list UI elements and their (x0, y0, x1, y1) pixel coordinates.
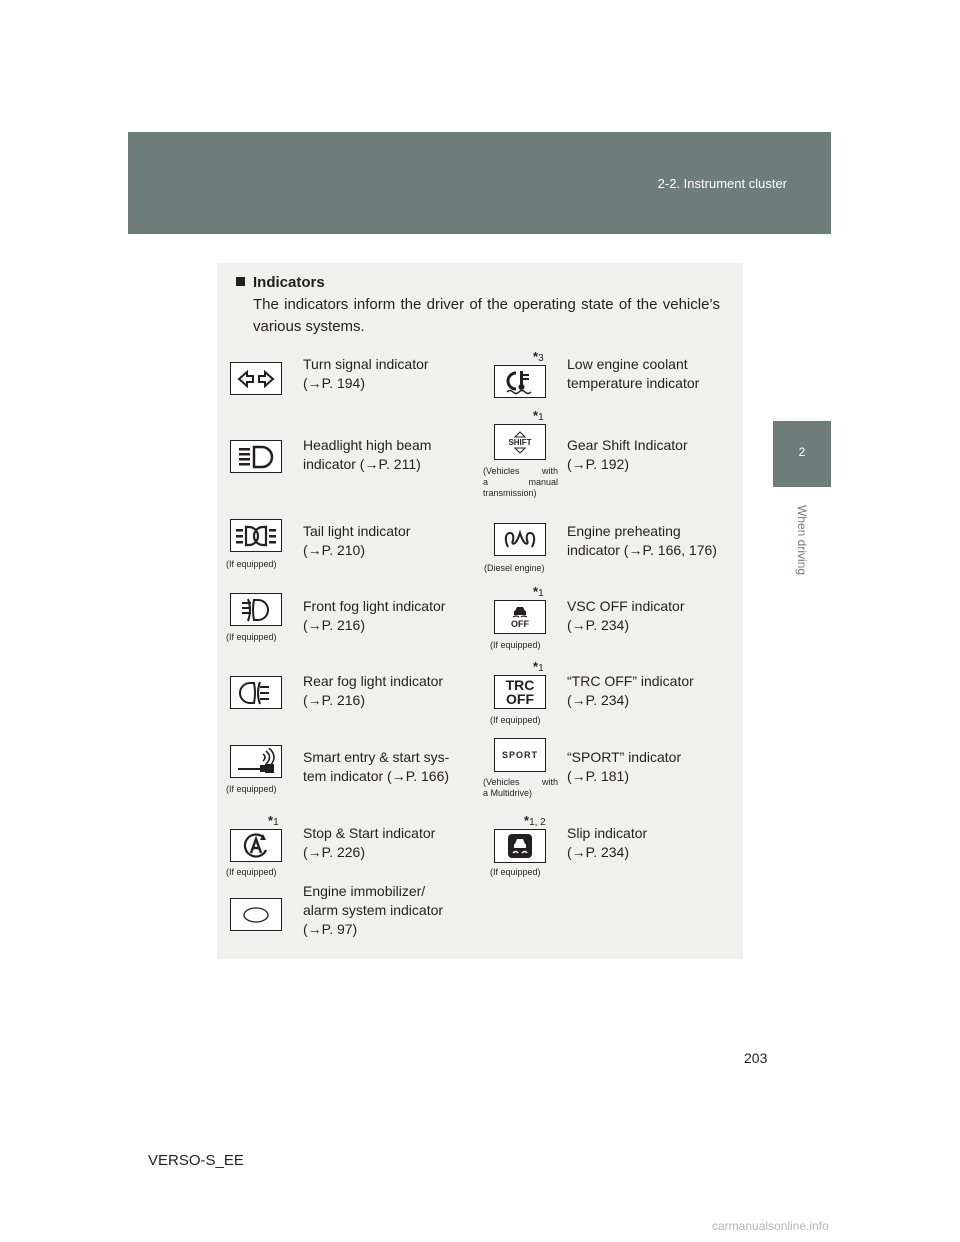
icon-caption: (If equipped) (490, 715, 541, 725)
immobilizer-icon (230, 898, 282, 931)
gear-shift-icon (494, 424, 546, 460)
indicator-label: Gear Shift Indicator (→P. 192) (567, 437, 688, 472)
indicators-heading (236, 274, 325, 291)
indicator-label: “SPORT” indicator (→P. 181) (567, 749, 682, 784)
sport-text: SPORT (501, 750, 538, 760)
section-title: 2-2. Instrument cluster (657, 176, 787, 191)
rear-fog-icon (230, 676, 282, 709)
engine-preheat-icon (494, 523, 546, 556)
chapter-label: When driving (795, 504, 809, 576)
indicator-label: Slip indicator (→P. 234) (567, 825, 648, 860)
indicator-label: Engine preheating indicator (→P. 166, 176) (567, 523, 717, 558)
heading-text: Indicators (253, 274, 325, 291)
turn-signal-icon (230, 362, 282, 395)
chapter-header (128, 132, 831, 234)
footnote-mark: *1, 2 (524, 813, 546, 828)
indicator-label: Front fog light indicator (→P. 216) (303, 598, 446, 633)
intro-text: The indicators inform the driver of the operating state of the vehicle’s various systems. (253, 296, 720, 335)
indicator-label: Engine immobilizer/ alarm system indicator (→P. 97) (303, 883, 444, 937)
footnote-mark: *1 (533, 584, 544, 599)
icon-caption: (If equipped) (226, 559, 277, 569)
smart-key-icon (230, 745, 282, 778)
vsc-off-icon (494, 600, 546, 634)
indicator-label: Tail light indicator (→P. 210) (303, 523, 411, 558)
low-coolant-temp-icon (494, 365, 546, 398)
indicator-label: Headlight high beam indicator (→P. 211) (303, 437, 432, 472)
footnote-mark: *1 (268, 813, 279, 828)
headlight-high-beam-icon (230, 440, 282, 473)
sport-icon (494, 738, 546, 772)
trc-text: TRC (505, 677, 535, 693)
front-fog-icon (230, 593, 282, 626)
indicator-label: Stop & Start indicator (→P. 226) (303, 825, 436, 860)
tail-light-icon (230, 519, 282, 552)
icon-caption: (If equipped) (226, 867, 277, 877)
icon-caption: (If equipped) (490, 640, 541, 650)
chapter-tab (773, 421, 831, 487)
indicator-label: Low engine coolant temperature indicator (567, 356, 700, 391)
footnote-mark: *1 (533, 659, 544, 674)
footnote-mark: *1 (533, 408, 544, 423)
shift-text: SHIFT (508, 437, 532, 447)
icon-caption: (Vehicles with a Multidrive) (483, 777, 558, 798)
icon-caption: (Diesel engine) (484, 563, 545, 573)
chapter-number: 2 (798, 445, 806, 459)
indicator-label: Rear fog light indicator (→P. 216) (303, 673, 444, 708)
bullet-square-icon (236, 277, 245, 286)
trc-off-icon (494, 675, 546, 709)
trc-off-text: OFF (506, 691, 534, 707)
indicator-label: Smart entry & start sys- tem indicator (→P. 166) (303, 749, 450, 784)
footnote-mark: *3 (533, 349, 544, 364)
indicator-label: Turn signal indicator (→P. 194) (303, 356, 429, 391)
stop-start-icon (230, 829, 282, 862)
watermark: carmanualsonline.info (712, 1219, 829, 1233)
page-number: 203 (744, 1050, 768, 1066)
icon-caption: (If equipped) (226, 784, 277, 794)
icon-caption: (Vehicles with a manual transmission) (483, 466, 558, 498)
indicator-label: VSC OFF indicator (→P. 234) (567, 598, 685, 633)
model-code: VERSO-S_EE (148, 1152, 244, 1169)
slip-icon (494, 829, 546, 863)
icon-caption: (If equipped) (226, 632, 277, 642)
vsc-off-text: OFF (511, 619, 529, 629)
indicator-label: “TRC OFF” indicator (→P. 234) (567, 673, 694, 708)
icon-caption: (If equipped) (490, 867, 541, 877)
